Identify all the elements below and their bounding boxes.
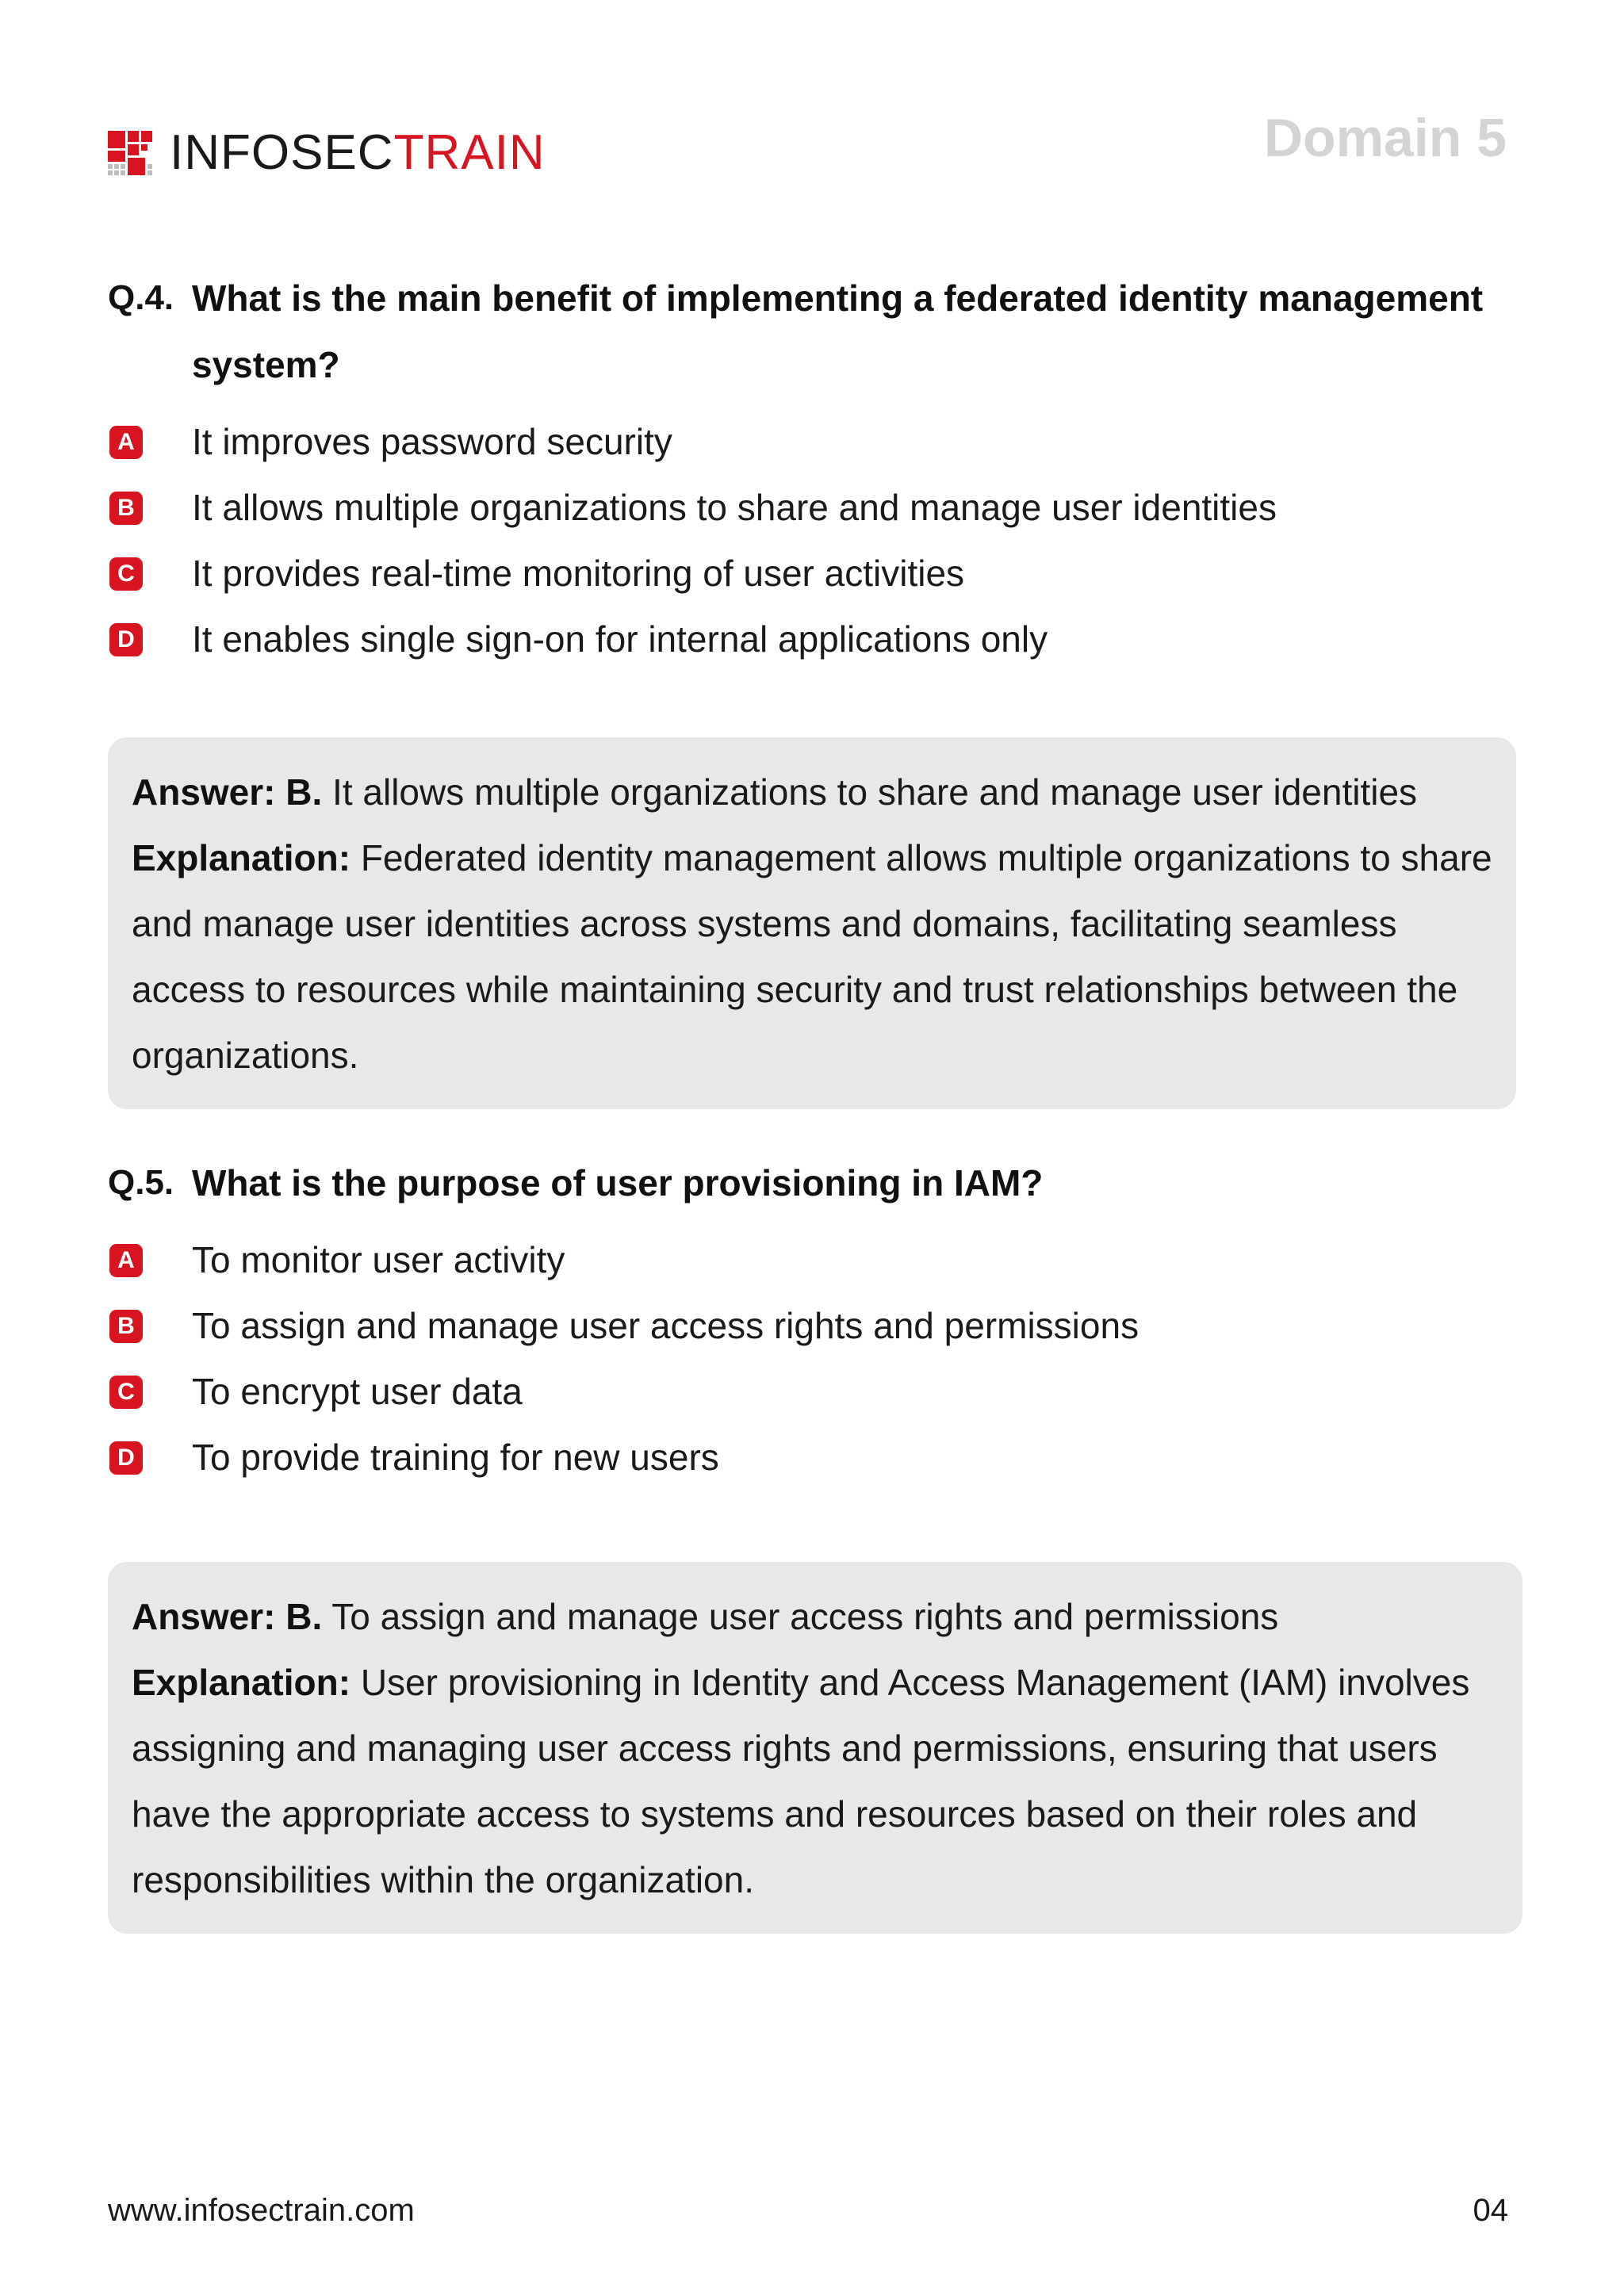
question-text: What is the main benefit of implementing a federated identity management system? bbox=[192, 277, 1484, 385]
option-list bbox=[108, 1227, 1519, 1490]
answer-box-4 bbox=[108, 737, 1516, 1109]
explanation bbox=[132, 825, 1492, 1089]
question-title bbox=[108, 1150, 1519, 1216]
answer-box-5 bbox=[108, 1562, 1522, 1934]
logo-grid-icon bbox=[108, 131, 152, 175]
option-text: It allows multiple organizations to share and manage user identities bbox=[192, 487, 1277, 528]
question-block-5 bbox=[108, 1150, 1519, 1503]
option-item bbox=[108, 1293, 1519, 1359]
option-badge-b: B bbox=[109, 492, 143, 525]
question-number: Q.4. bbox=[108, 278, 174, 317]
option-item bbox=[108, 1425, 1519, 1490]
option-item bbox=[108, 475, 1519, 541]
answer-label: Answer: B. bbox=[132, 771, 323, 813]
question-block-4 bbox=[108, 265, 1519, 685]
explanation-text: User provisioning in Identity and Access Management (IAM) involves assigning and managing user access rights and permissions, ensuring that users have the appropriate access to systems and resources based on their roles and responsibilities within the organization. bbox=[132, 1662, 1470, 1900]
logo-text-accent: TRAIN bbox=[393, 125, 546, 180]
question-title bbox=[108, 265, 1519, 398]
page-header bbox=[108, 108, 1511, 190]
question-text: What is the purpose of user provisioning in IAM? bbox=[192, 1162, 1044, 1203]
option-badge-a: A bbox=[109, 1244, 143, 1277]
answer-line bbox=[132, 1584, 1499, 1650]
option-badge-a: A bbox=[109, 426, 143, 459]
option-text: It enables single sign-on for internal applications only bbox=[192, 618, 1048, 660]
option-text: It provides real-time monitoring of user activities bbox=[192, 553, 965, 594]
question-number: Q.5. bbox=[108, 1163, 174, 1202]
option-badge-c: C bbox=[109, 1376, 143, 1409]
domain-label: Domain 5 bbox=[1263, 108, 1507, 168]
option-text: To assign and manage user access rights and permissions bbox=[192, 1305, 1139, 1346]
option-item bbox=[108, 409, 1519, 475]
logo-wordmark bbox=[170, 125, 546, 180]
explanation-label: Explanation: bbox=[132, 837, 351, 878]
option-list bbox=[108, 409, 1519, 672]
answer-label: Answer: B. bbox=[132, 1596, 323, 1637]
option-text: To provide training for new users bbox=[192, 1437, 719, 1478]
option-badge-b: B bbox=[109, 1310, 143, 1343]
explanation bbox=[132, 1650, 1499, 1913]
page-number: 04 bbox=[1473, 2193, 1508, 2228]
option-badge-d: D bbox=[109, 623, 143, 656]
option-text: To encrypt user data bbox=[192, 1371, 523, 1412]
footer-url[interactable]: www.infosectrain.com bbox=[108, 2193, 415, 2228]
answer-line bbox=[132, 760, 1492, 825]
option-item bbox=[108, 541, 1519, 607]
option-item bbox=[108, 1359, 1519, 1425]
infosectrain-logo bbox=[108, 125, 546, 180]
logo-text-main: INFOSEC bbox=[170, 125, 394, 180]
option-item bbox=[108, 607, 1519, 672]
answer-text: To assign and manage user access rights and permissions bbox=[331, 1596, 1279, 1637]
answer-text: It allows multiple organizations to share and manage user identities bbox=[332, 771, 1418, 813]
option-badge-c: C bbox=[109, 557, 143, 591]
option-item bbox=[108, 1227, 1519, 1293]
explanation-label: Explanation: bbox=[132, 1662, 351, 1703]
option-badge-d: D bbox=[109, 1441, 143, 1475]
option-text: To monitor user activity bbox=[192, 1239, 565, 1280]
option-text: It improves password security bbox=[192, 421, 672, 462]
explanation-text: Federated identity management allows multiple organizations to share and manage user identities across systems and domains, facilitating seamless access to resources while maintaining security and trust relationships between the organizations. bbox=[132, 837, 1492, 1076]
